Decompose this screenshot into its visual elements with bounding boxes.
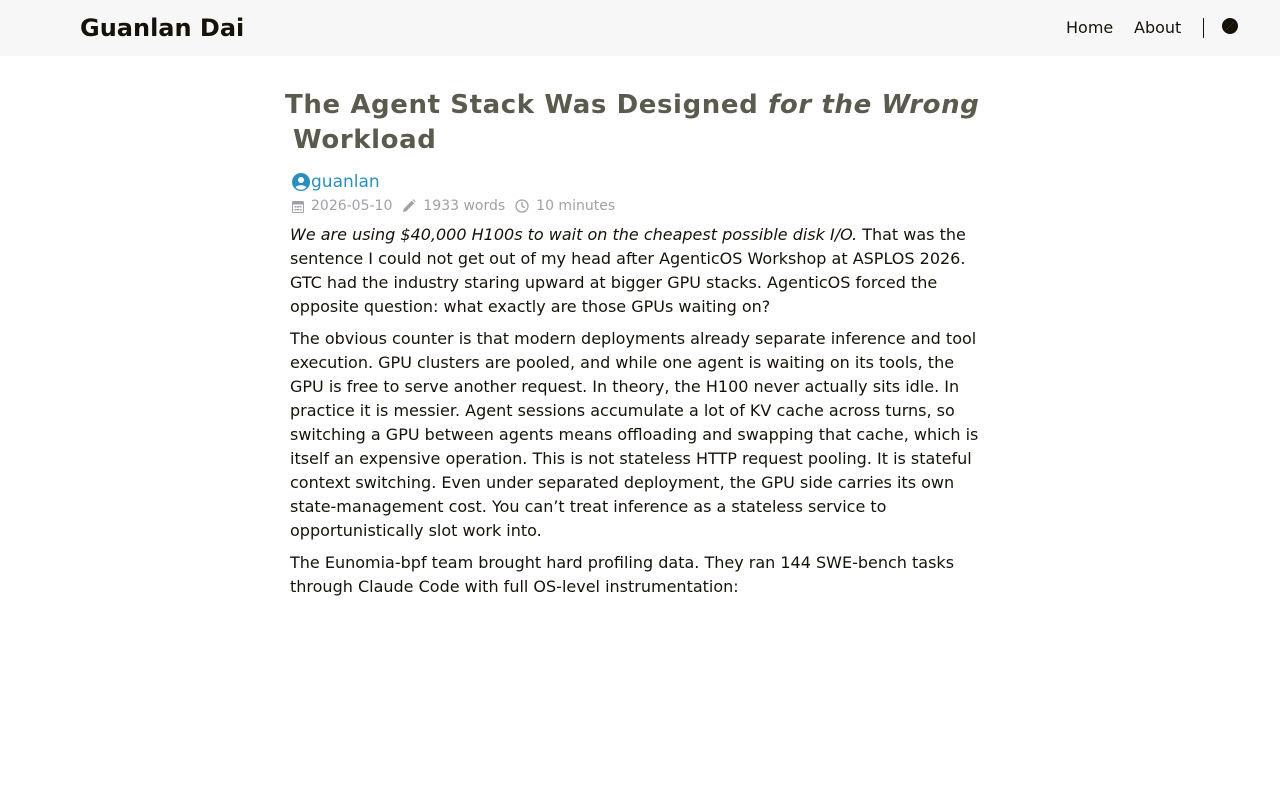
post-title-italic: for the Wrong	[768, 90, 980, 120]
post-reading-time	[515, 198, 615, 214]
author-link[interactable]: guanlan	[311, 172, 380, 192]
post-reading-time-text: 10 minutes	[536, 198, 616, 214]
post-title-part2: Workload	[293, 125, 437, 155]
post-meta	[290, 196, 990, 216]
post-title-part1: The Agent Stack Was Designed	[285, 90, 768, 120]
nav-about-link[interactable]: About	[1134, 18, 1182, 37]
user-circle-icon	[292, 173, 310, 191]
post-word-count	[402, 198, 505, 214]
post-date	[290, 198, 392, 214]
theme-toggle-button[interactable]	[1222, 18, 1238, 34]
nav-divider	[1203, 18, 1204, 38]
pencil-icon	[402, 199, 416, 213]
navbar	[0, 0, 1280, 56]
site-brand[interactable]: Guanlan Dai	[80, 14, 245, 42]
post-date-text: 2026-05-10	[311, 198, 393, 214]
clock-icon	[515, 199, 529, 213]
paragraph-2: The obvious counter is that modern deployments already separate inference and tool execution. GPU clusters are pooled, and while one agent is waiting on its tools, the GPU is free to serve another request. In theory, the H100 never actually sits idle. In practice it is messier. Agent sessions accumulate a lot of KV cache across turns, so switching a GPU between agents means offloading and swapping that cache, which is itself an expensive operation. This is not stateless HTTP request pooling. It is stateful context switching. Even under separated deployment, the GPU side carries its own state-management cost. You can’t treat inference as a stateless service to opportunistically slot work into.	[290, 329, 979, 540]
paragraph-1-lead: We are using $40,000 H100s to wait on the cheapest possible disk I/O.	[290, 225, 858, 244]
post-word-count-text: 1933 words	[423, 198, 506, 214]
post-author	[290, 170, 990, 194]
post-content	[290, 223, 990, 599]
paragraph-3: The Eunomia-bpf team brought hard profiling data. They ran 144 SWE-bench tasks through Claude Code with full OS-level instrumentation:	[290, 553, 955, 596]
post	[285, 88, 990, 607]
nav-home-link[interactable]: Home	[1066, 18, 1114, 37]
contrast-icon	[1222, 18, 1238, 34]
paragraph-1	[290, 223, 990, 319]
calendar-icon	[292, 200, 304, 213]
paragraph-1-body: That was the sentence I could not get out of my head after AgenticOS Workshop at ASPLOS 2026. GTC had the industry staring upward at bigger GPU stacks. AgenticOS forced the opposite question: what exactly are those GPUs waiting on?	[290, 225, 966, 316]
post-title	[285, 88, 985, 158]
